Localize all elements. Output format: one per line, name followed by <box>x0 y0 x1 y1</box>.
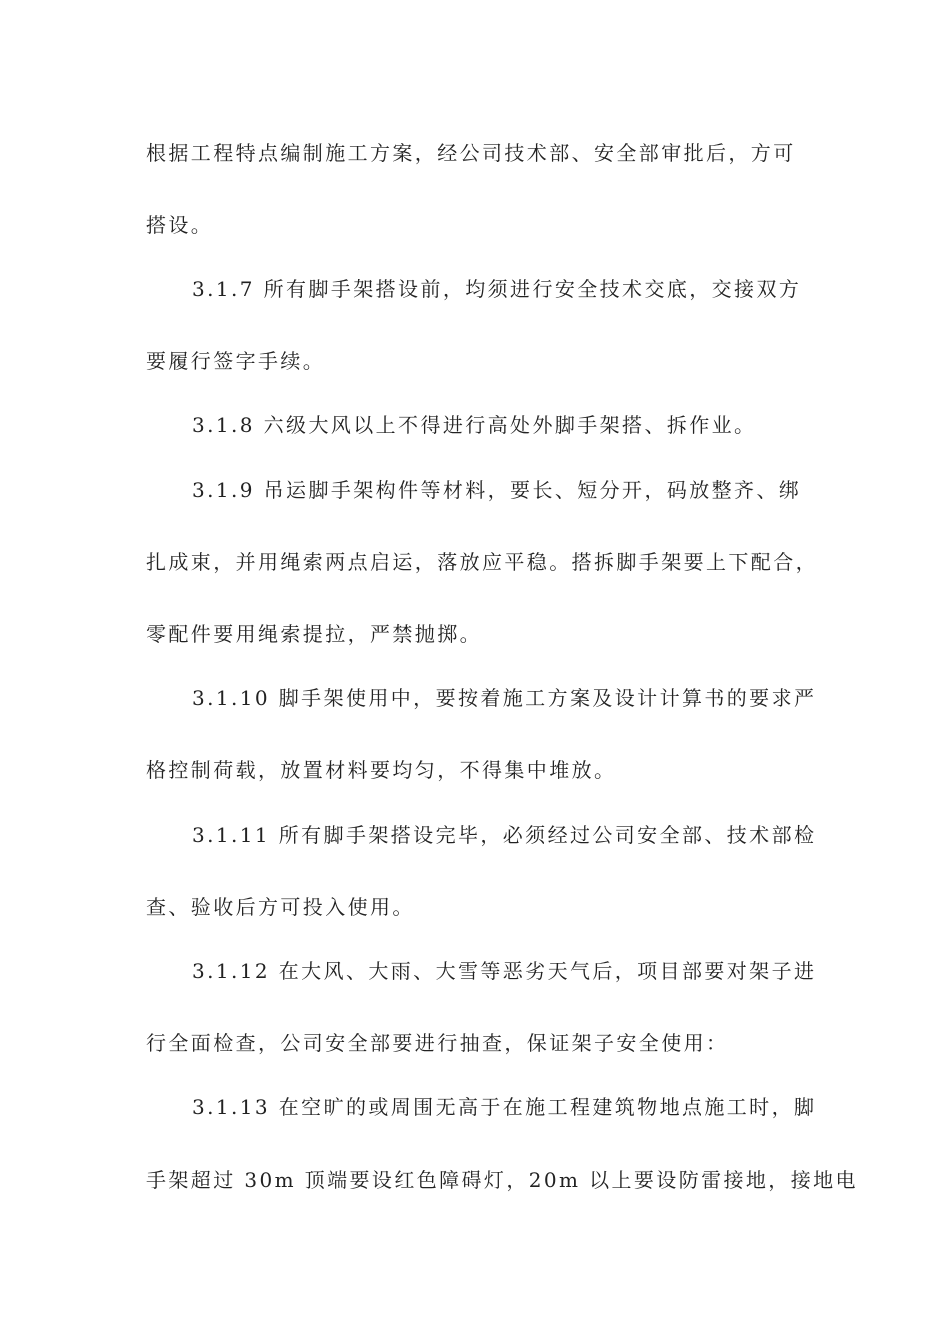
text-line: 查、验收后方可投入使用。 <box>146 895 415 919</box>
paragraph-3-1-8: 3.1.8 六级大风以上不得进行高处外脚手架搭、拆作业。 <box>192 413 757 437</box>
paragraph-3-1-7: 3.1.7 所有脚手架搭设前，均须进行安全技术交底，交接双方 <box>192 277 802 301</box>
text-line: 要履行签字手续。 <box>146 349 326 373</box>
paragraph-3-1-12: 3.1.12 在大风、大雨、大雪等恶劣天气后，项目部要对架子进 <box>192 959 817 983</box>
paragraph-3-1-10: 3.1.10 脚手架使用中，要按着施工方案及设计计算书的要求严 <box>192 686 817 710</box>
text-line: 零配件要用绳索提拉，严禁抛掷。 <box>146 622 482 646</box>
paragraph-3-1-13: 3.1.13 在空旷的或周围无高于在施工程建筑物地点施工时，脚 <box>192 1095 817 1119</box>
text-line: 行全面检查，公司安全部要进行抽查，保证架子安全使用： <box>146 1031 729 1055</box>
text-line: 根据工程特点编制施工方案，经公司技术部、安全部审批后，方可 <box>146 141 796 165</box>
text-line: 搭设。 <box>146 213 214 237</box>
paragraph-3-1-11: 3.1.11 所有脚手架搭设完毕，必须经过公司安全部、技术部检 <box>192 823 817 847</box>
text-line: 手架超过 30m 顶端要设红色障碍灯，20m 以上要设防雷接地，接地电 <box>146 1168 858 1192</box>
text-line: 格控制荷载，放置材料要均匀，不得集中堆放。 <box>146 758 617 782</box>
paragraph-3-1-9: 3.1.9 吊运脚手架构件等材料，要长、短分开，码放整齐、绑 <box>192 478 802 502</box>
text-line: 扎成束，并用绳索两点启运，落放应平稳。搭拆脚手架要上下配合， <box>146 550 818 574</box>
